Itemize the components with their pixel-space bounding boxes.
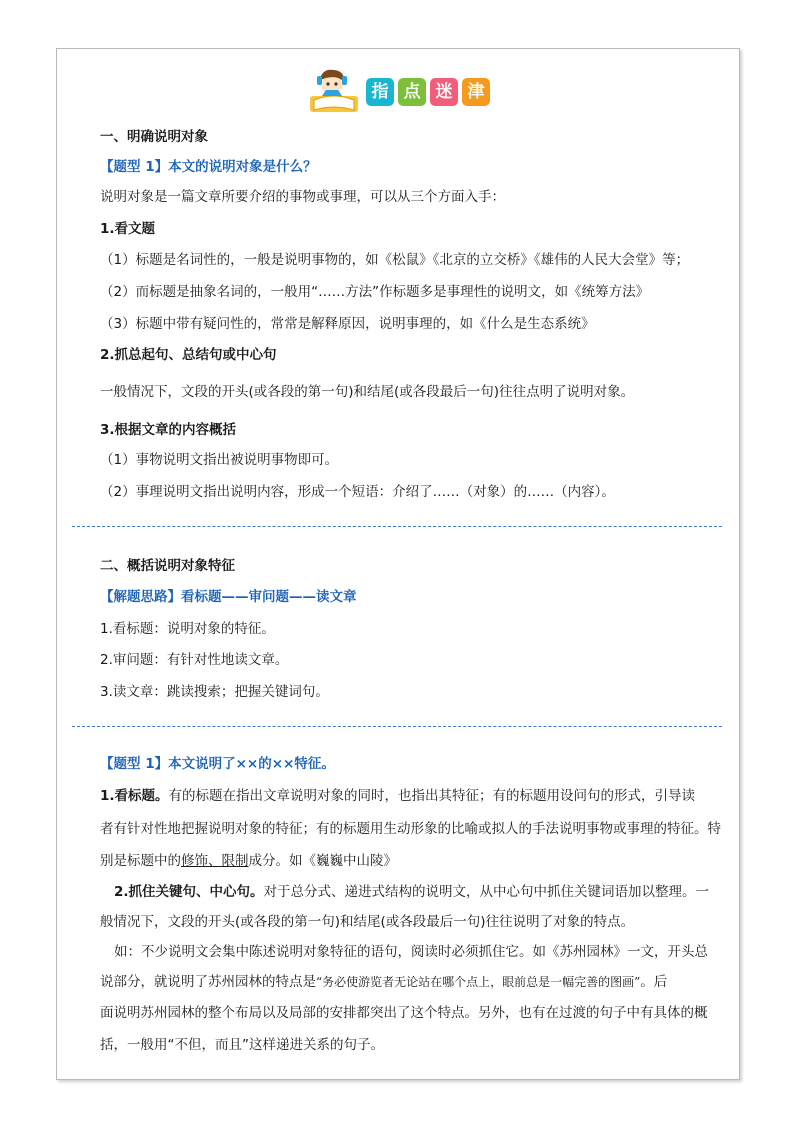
underlined-modifiers: 修饰、限制	[181, 853, 249, 869]
section1-question	[100, 158, 317, 176]
sub-heading-title: 1.看文题	[100, 221, 156, 237]
para2-line2: 般情况下，文段的开头(或各段的第一句)和结尾(或各段最后一句)往往说明了对象的特点。	[100, 914, 635, 930]
summary-point-2: （2）事理说明文指出说明内容，形成一个短语：介绍了……（对象）的……（内容）。	[100, 484, 615, 500]
para1-line3	[100, 852, 397, 870]
tip-text: 看标题——审问题——读文章	[181, 589, 357, 605]
question-text: 本文的说明对象是什么？	[168, 159, 317, 175]
question-text: 本文说明了××的××特征。	[168, 756, 335, 772]
title-point-1: （1）标题是名词性的，一般是说明事物的，如《松鼠》《北京的立交桥》《雄伟的人民大会堂》等；	[100, 252, 690, 268]
para1-text-c1: 别是标题中的	[100, 853, 181, 869]
banner-char-4: 津	[462, 78, 490, 106]
reading-child-icon	[304, 66, 364, 116]
section1-intro: 说明对象是一篇文章所要介绍的事物或事理，可以从三个方面入手：	[100, 189, 505, 205]
para1-line1	[100, 787, 695, 805]
banner-char-1: 指	[366, 78, 394, 106]
step-1: 1.看标题：说明对象的特征。	[100, 621, 275, 637]
para1-text-c3: 成分。如《巍巍中山陵》	[248, 853, 397, 869]
banner-char-2: 点	[398, 78, 426, 106]
sentence-point: 一般情况下，文段的开头(或各段的第一句)和结尾(或各段最后一句)往往点明了说明对象。	[100, 384, 635, 400]
section1-title: 一、明确说明对象	[100, 129, 208, 145]
summary-point-1: （1）事物说明文指出被说明事物即可。	[100, 452, 339, 468]
para3-line4: 括，一般用“不但，而且”这样递进关系的句子。	[100, 1037, 384, 1053]
title-point-3: （3）标题中带有疑问性的，常常是解释原因，说明事理的，如《什么是生态系统》	[100, 316, 595, 332]
question-tag: 【题型 1】	[100, 159, 169, 175]
sub-heading-summary: 3.根据文章的内容概括	[100, 422, 237, 438]
section3-question	[100, 755, 335, 773]
banner-char-3: 迷	[430, 78, 458, 106]
tip-tag: 【解题思路】	[100, 589, 181, 605]
step-2: 2.审问题：有针对性地读文章。	[100, 652, 289, 668]
divider-2	[72, 726, 722, 727]
para3-line1: 如：不少说明文会集中陈述说明对象特征的语句，阅读时必须抓住它。如《苏州园林》一文，开头总	[114, 944, 708, 960]
title-point-2: （2）而标题是抽象名词的，一般用“……方法”作标题多是事理性的说明文，如《统筹方法》	[100, 284, 650, 300]
step-3: 3.读文章：跳读搜索；把握关键词句。	[100, 684, 329, 700]
section-banner	[304, 66, 490, 116]
sub-heading-sentence: 2.抓总起句、总结句或中心句	[100, 347, 277, 363]
para2-text-a: 对于总分式、递进式结构的说明文，从中心句中抓住关键词语加以整理。一	[263, 884, 710, 900]
para3-line3: 面说明苏州园林的整个布局以及局部的安排都突出了这个特点。另外，也有在过渡的句子中有具体的概	[100, 1005, 708, 1021]
question-tag: 【题型 1】	[100, 756, 169, 772]
quoted-feature: “务必使游览者无论站在哪个点上，眼前总是一幅完善的图画”	[316, 975, 641, 989]
para2-head: 2.抓住关键句、中心句。	[114, 884, 264, 900]
para1-line2: 者有针对性地把握说明对象的特征；有的标题用生动形象的比喻或拟人的手法说明事物或事理的特征。特	[100, 821, 721, 837]
para1-text-a: 有的标题在指出文章说明对象的同时，也指出其特征；有的标题用设问句的形式，引导读	[168, 788, 696, 804]
para1-head: 1.看标题。	[100, 788, 169, 804]
section2-title: 二、概括说明对象特征	[100, 558, 235, 574]
para2-line1	[114, 883, 709, 901]
para3-text-b1: 说部分，就说明了苏州园林的特点是	[100, 974, 316, 990]
para3-line2	[100, 973, 667, 991]
para3-text-b3: 。后	[640, 974, 668, 990]
divider-1	[72, 526, 722, 527]
section2-tip	[100, 588, 357, 606]
